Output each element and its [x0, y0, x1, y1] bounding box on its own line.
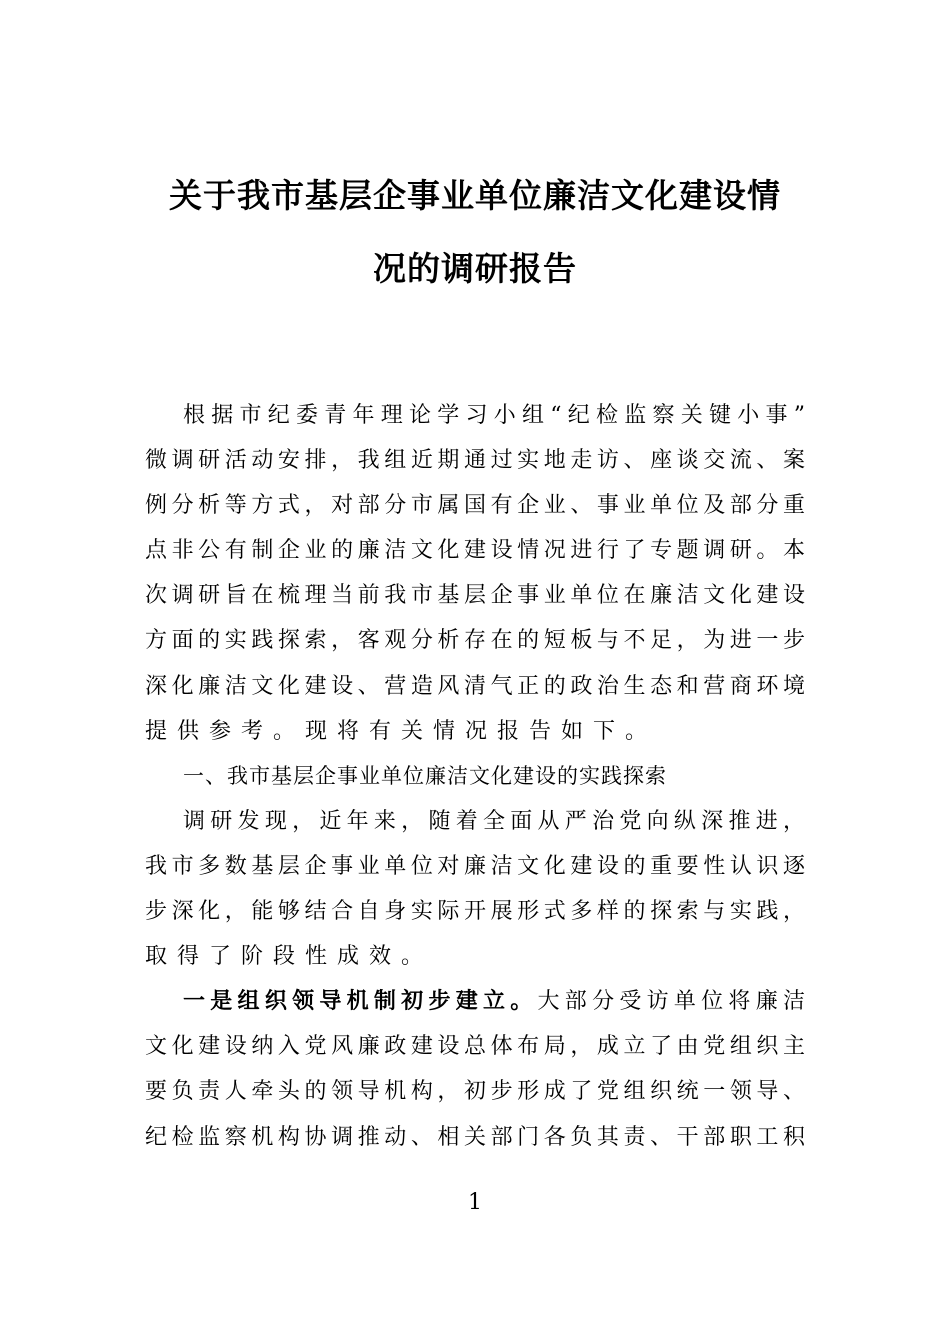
section-heading: 一、我市基层企事业单位廉洁文化建设的实践探索: [183, 763, 667, 788]
text-line: 我市多数基层企事业单位对廉洁文化建设的重要性认识逐: [145, 853, 805, 879]
text-line: 文化建设纳入党风廉政建设总体布局，成立了由党组织主: [145, 1034, 805, 1060]
text-line: 根据市纪委青年理论学习小组“纪检监察关键小事”: [183, 403, 805, 428]
point-paragraph: [145, 979, 805, 1159]
point-lead: 一是组织领导机制初步建立。: [183, 988, 538, 1015]
intro-paragraph: [145, 393, 805, 754]
text-line: 点非公有制企业的廉洁文化建设情况进行了专题调研。本: [145, 538, 805, 564]
text-line: 调研发现，近年来，随着全面从严治党向纵深推进，: [183, 808, 805, 834]
text-line: 深化廉洁文化建设、营造风清气正的政治生态和营商环境: [145, 673, 805, 699]
section-paragraph: [145, 799, 805, 979]
page-number: 1: [468, 1190, 482, 1215]
point-text: 大部分受访单位将廉洁: [537, 989, 805, 1015]
text-line: 例分析等方式，对部分市属国有企业、事业单位及部分重: [145, 493, 805, 519]
document-title-line-1: 关于我市基层企事业单位廉洁文化建设情: [169, 176, 781, 215]
text-line: [145, 979, 805, 1024]
text-line: 取得了阶段性成效。: [145, 944, 434, 970]
text-line: 要负责人牵头的领导机构，初步形成了党组织统一领导、: [145, 1079, 805, 1105]
document-title-line-2: 况的调研报告: [373, 249, 577, 288]
text-line: 方面的实践探索，客观分析存在的短板与不足，为进一步: [145, 628, 805, 654]
text-line: 提供参考。现将有关情况报告如下。: [145, 718, 658, 744]
text-line: 步深化，能够结合自身实际开展形式多样的探索与实践，: [145, 899, 805, 925]
text-line: 纪检监察机构协调推动、相关部门各负其责、干部职工积: [145, 1124, 805, 1150]
text-line: 微调研活动安排，我组近期通过实地走访、座谈交流、案: [145, 448, 805, 474]
text-line: 次调研旨在梳理当前我市基层企事业单位在廉洁文化建设: [145, 583, 805, 609]
document-body: [145, 393, 805, 1160]
